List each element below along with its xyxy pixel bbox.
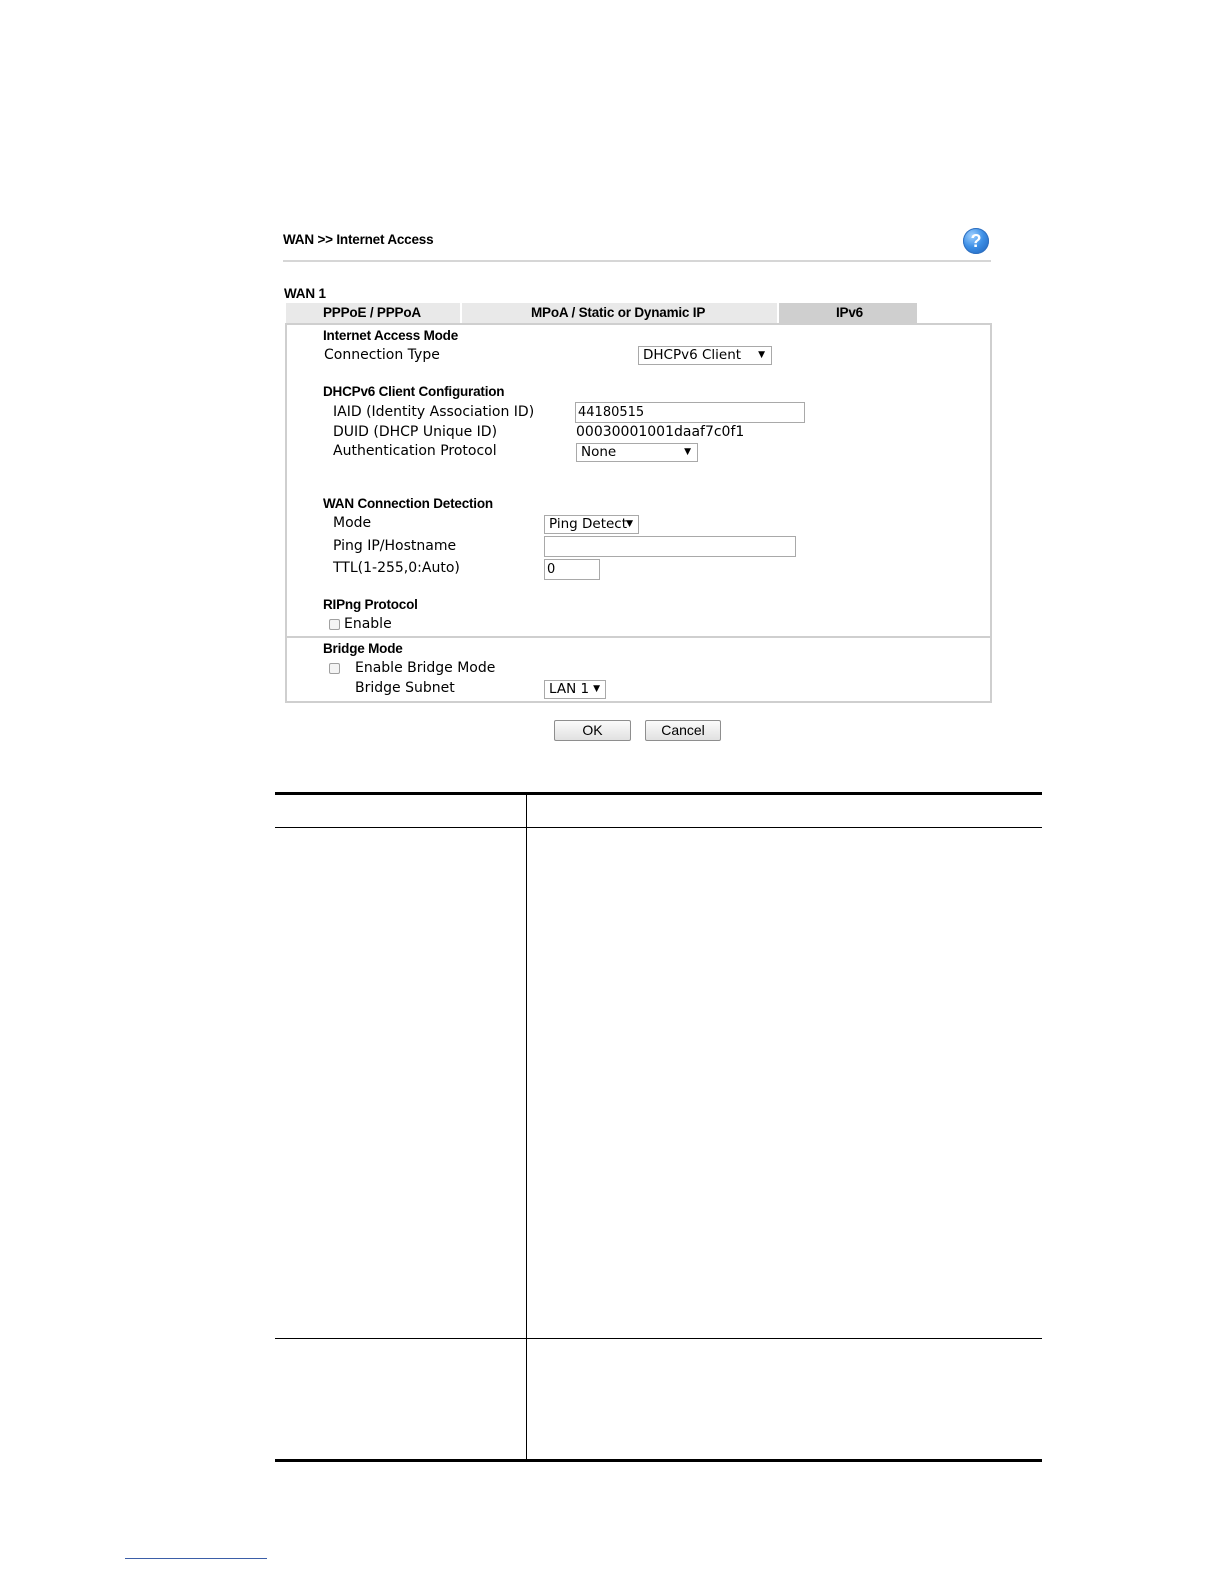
ripng-heading: RIPng Protocol bbox=[323, 597, 418, 612]
ripng-enable-checkbox[interactable] bbox=[329, 619, 340, 630]
auth-protocol-label: Authentication Protocol bbox=[333, 443, 497, 459]
auth-protocol-value: None bbox=[581, 444, 617, 460]
auth-protocol-select[interactable] bbox=[576, 443, 698, 462]
ripng-enable-label: Enable bbox=[344, 616, 392, 632]
connection-type-label: Connection Type bbox=[324, 347, 440, 363]
connection-type-select[interactable] bbox=[638, 346, 772, 365]
tab-ipv6[interactable]: IPv6 bbox=[779, 303, 919, 323]
bridge-subnet-select[interactable] bbox=[544, 680, 606, 699]
internet-access-mode-heading: Internet Access Mode bbox=[323, 328, 459, 343]
bridge-subnet-label: Bridge Subnet bbox=[355, 680, 455, 696]
bridge-enable-checkbox[interactable] bbox=[329, 663, 340, 674]
iaid-input[interactable]: 44180515 bbox=[575, 402, 805, 423]
table-header-rule bbox=[275, 827, 1042, 828]
wan-detection-heading: WAN Connection Detection bbox=[323, 496, 493, 511]
help-icon[interactable]: ? bbox=[963, 228, 989, 254]
connection-type-value: DHCPv6 Client bbox=[643, 347, 742, 363]
bridge-mode-heading: Bridge Mode bbox=[323, 641, 403, 656]
tab-pppoe[interactable]: PPPoE / PPPoA bbox=[286, 303, 462, 323]
wan-title: WAN 1 bbox=[284, 286, 326, 301]
ttl-input[interactable]: 0 bbox=[544, 559, 600, 580]
table-row-rule bbox=[275, 1338, 1042, 1339]
ttl-label: TTL(1-255,0:Auto) bbox=[333, 560, 460, 576]
dropdown-arrow-icon: ▼ bbox=[758, 350, 765, 360]
detection-mode-label: Mode bbox=[333, 515, 372, 531]
tab-mpoa[interactable]: MPoA / Static or Dynamic IP bbox=[462, 303, 779, 323]
ping-host-input[interactable] bbox=[544, 536, 796, 557]
dropdown-arrow-icon: ▼ bbox=[593, 684, 600, 694]
dropdown-arrow-icon: ▼ bbox=[684, 447, 691, 457]
cancel-button[interactable]: Cancel bbox=[645, 720, 721, 741]
bridge-enable-label: Enable Bridge Mode bbox=[355, 660, 496, 676]
iaid-label: IAID (Identity Association ID) bbox=[333, 404, 535, 420]
breadcrumb: WAN >> Internet Access bbox=[283, 232, 434, 247]
ipv6-settings-panel bbox=[285, 323, 992, 638]
table-bottom-rule bbox=[275, 1459, 1042, 1462]
footnote-rule bbox=[125, 1558, 267, 1559]
duid-value: 00030001001daaf7c0f1 bbox=[576, 424, 745, 440]
table-top-rule bbox=[275, 792, 1042, 795]
ping-host-label: Ping IP/Hostname bbox=[333, 538, 457, 554]
detection-mode-value: Ping Detect bbox=[549, 516, 628, 532]
dropdown-arrow-icon: ▼ bbox=[626, 519, 633, 529]
detection-mode-select[interactable] bbox=[544, 515, 639, 534]
duid-label: DUID (DHCP Unique ID) bbox=[333, 424, 498, 440]
ok-button[interactable]: OK bbox=[554, 720, 631, 741]
tab-bar bbox=[286, 303, 919, 323]
table-column-divider bbox=[526, 795, 527, 1460]
dhcpv6-config-heading: DHCPv6 Client Configuration bbox=[323, 384, 505, 399]
header-divider bbox=[283, 260, 991, 262]
bridge-subnet-value: LAN 1 bbox=[549, 681, 590, 697]
